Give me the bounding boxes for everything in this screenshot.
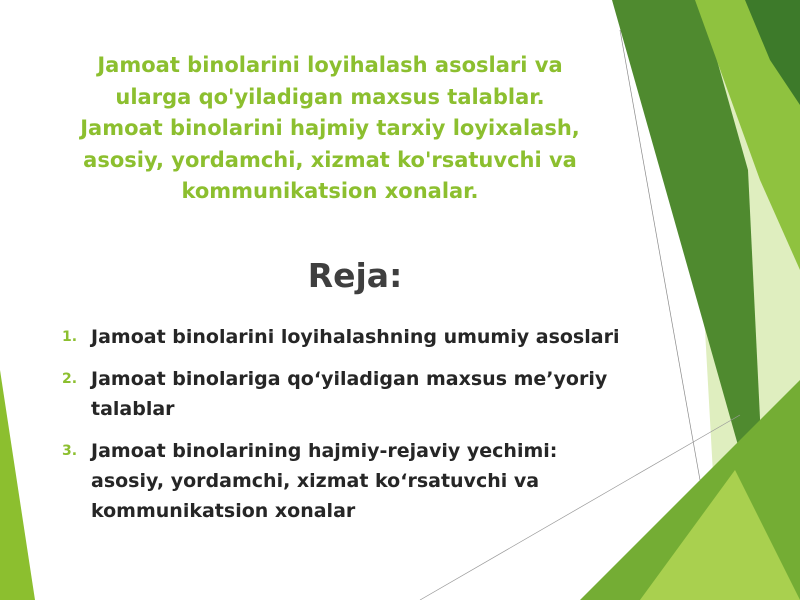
agenda-item (62, 364, 662, 424)
agenda-text (91, 322, 619, 352)
agenda-line: kommunikatsion xonalar (91, 500, 356, 522)
agenda-item (62, 322, 662, 352)
agenda-text (91, 436, 557, 526)
agenda-line: Jamoat binolarini loyihalashning umumiy asoslari (91, 326, 620, 348)
agenda-text (91, 364, 607, 424)
title-line: asosiy, yordamchi, xizmat ko'rsatuvchi va (83, 147, 577, 172)
title-line: Jamoat binolarini hajmiy tarxiy loyixalash, (80, 116, 580, 140)
agenda-line: talablar (91, 398, 175, 420)
agenda-item (62, 436, 662, 526)
title-line: Jamoat binolarini loyihalash asoslari va (97, 53, 563, 77)
agenda-number: 1. (62, 329, 78, 345)
title-line: kommunikatsion xonalar. (181, 179, 479, 203)
agenda-line: asosiy, yordamchi, xizmat ko‘rsatuvchi va (91, 470, 540, 492)
decor-facet-left (0, 370, 35, 600)
slide-title (40, 50, 620, 208)
agenda-line: Jamoat binolarining hajmiy-rejaviy yechimi: (91, 440, 558, 462)
agenda-line: Jamoat binolariga qo‘yiladigan maxsus me’yoriy (91, 368, 608, 390)
slide-subtitle: Reja: (307, 256, 403, 295)
agenda-number: 2. (62, 371, 78, 387)
title-line: ularga qo'yiladigan maxsus talablar. (115, 84, 545, 109)
agenda-list (62, 322, 662, 538)
agenda-number: 3. (62, 443, 78, 459)
